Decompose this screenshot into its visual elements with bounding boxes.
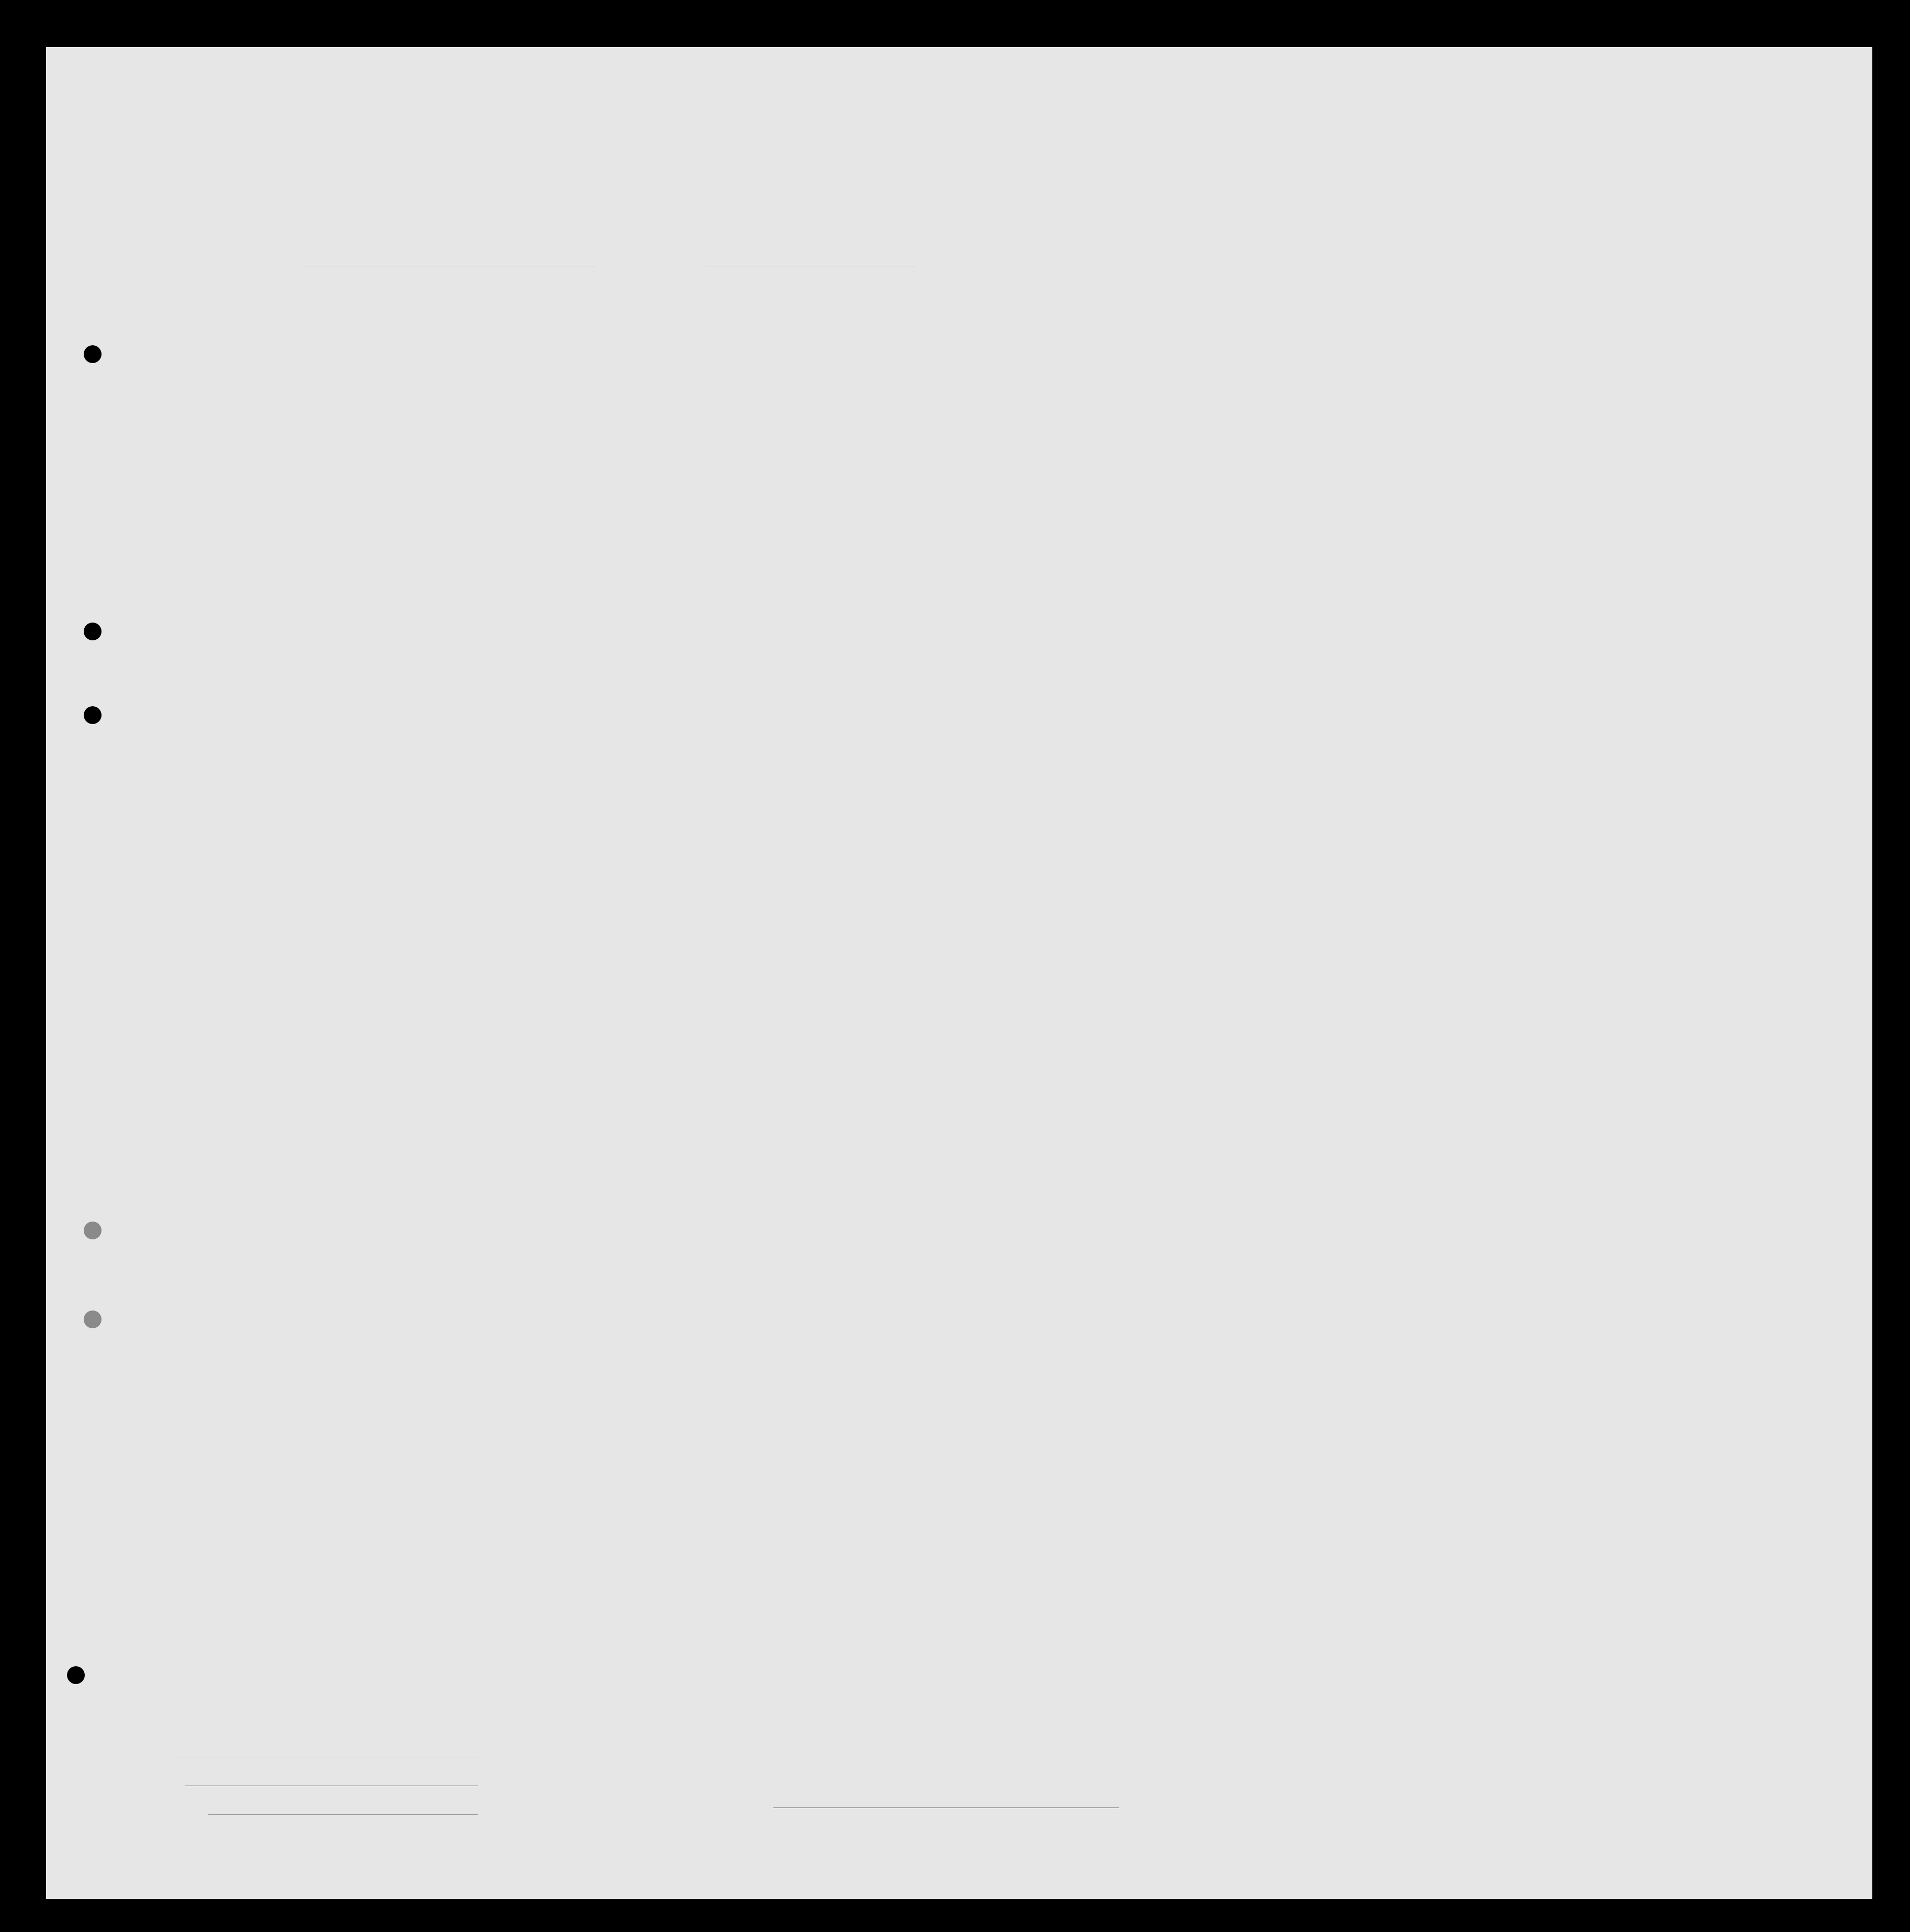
punch-hole (84, 1222, 102, 1239)
punch-hole (67, 1666, 85, 1684)
signature-rule (773, 1807, 1119, 1808)
punch-hole (84, 1310, 102, 1328)
agents-rule (208, 1814, 478, 1815)
punch-hole (84, 623, 102, 640)
manifest-sheet (46, 47, 1872, 1899)
punch-hole (84, 345, 102, 363)
punch-hole (84, 706, 102, 724)
